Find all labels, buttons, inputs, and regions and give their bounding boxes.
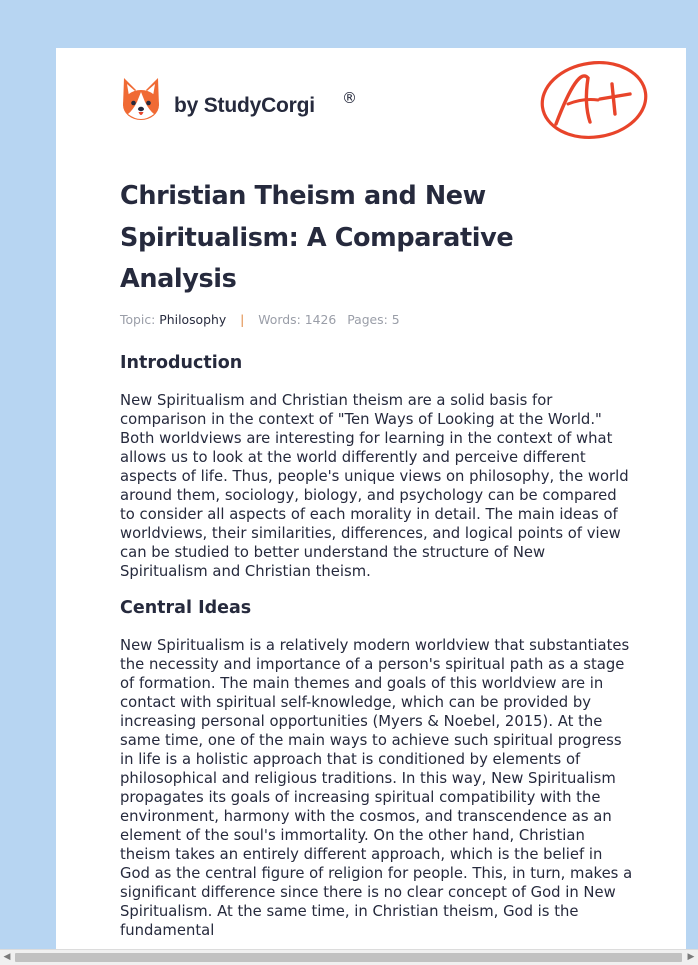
registered-mark: ® [342, 89, 357, 107]
section-heading-central-ideas: Central Ideas [120, 598, 252, 618]
horizontal-scrollbar[interactable] [0, 949, 698, 965]
scroll-left-arrow-icon[interactable]: ◀ [3, 952, 11, 962]
section-heading-introduction: Introduction [120, 353, 243, 373]
meta-separator: | [240, 312, 245, 327]
section-text-central-ideas: New Spiritualism is a relatively modern worldview that substantiates the necessity and importance of a person's spiritual path as a stage of formation. The main themes and goals of this worldview are in contact with spiritual self-knowledge, which can be provided by increasing personal opportunities (Myers & Noebel, 2015). At the same time, one of the main ways to achieve such spiritual progress in life is a holistic approach that is conditioned by elements of philosophical and religious traditions. In this way, New Spiritualism propagates its goals of increasing spiritual compatibility with the environment, harmony with the cosmos, and transcendence as an element of the soul's immortality. On the other hand, Christian theism takes an entirely different approach, which is the belief in God as the central figure of religion for people. This, in turn, makes a significant difference since there is no clear concept of God in New Spiritualism. At the same time, in Christian theism, God is the fundamental [120, 637, 633, 939]
page-title: Christian Theism and New Spiritualism: A Comparative Analysis [120, 181, 514, 294]
grade-text: A+ [538, 58, 540, 59]
scrollbar-thumb[interactable] [15, 953, 682, 962]
page-count: Pages: 5 [347, 312, 400, 327]
word-count: Words: 1426 [258, 312, 337, 327]
section-text-introduction: New Spiritualism and Christian theism are a solid basis for comparison in the context of "Ten Ways of Looking at the World." Both worldviews are interesting for learning in the context of what allows us to look at the world differently and perceive different aspects of life. Thus, people's unique views on philosophy, the world around them, sociology, biology, and psychology can be compared to consider all aspects of each morality in detail. The main ideas of worldviews, their similarities, differences, and logical points of view can be studied to better understand the structure of New Spiritualism and Christian theism. [120, 392, 629, 580]
brand-name[interactable]: by StudyCorgi [174, 94, 315, 117]
scroll-right-arrow-icon[interactable]: ▶ [687, 952, 695, 962]
a-plus-grade-badge-icon [538, 58, 650, 140]
document-meta [120, 312, 400, 327]
topic-label: Topic: [120, 312, 156, 327]
topic-link[interactable]: Philosophy [159, 312, 227, 327]
corgi-logo-icon [120, 76, 162, 122]
document-page [56, 48, 686, 958]
